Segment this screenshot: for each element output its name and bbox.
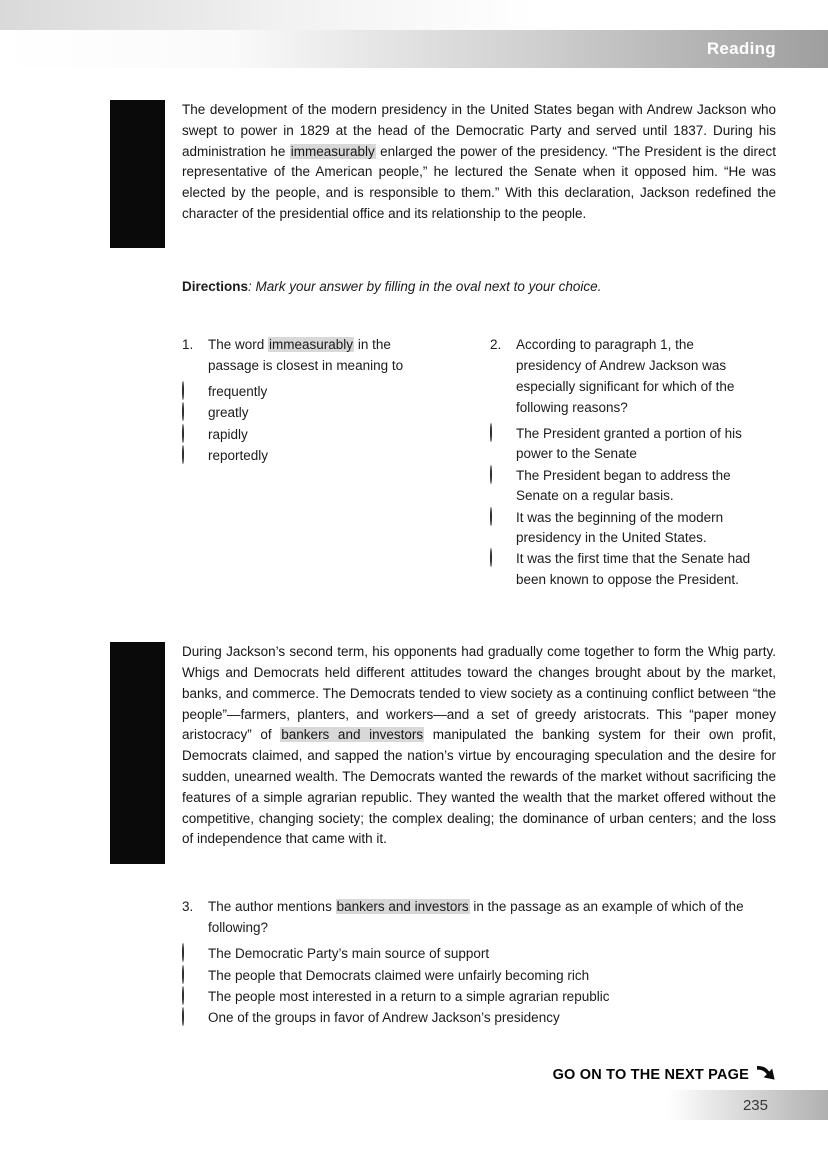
answer-option[interactable] (182, 446, 426, 466)
question-1-stem-row (182, 334, 426, 376)
answer-oval[interactable] (182, 445, 184, 464)
question-3 (182, 896, 776, 1029)
passage-2-part1: During Jackson’s second term, his opponents had gradually come together to form the Whig party. Whigs and Democrats held different attitudes toward the changes brought about by the market, banks, and commerce. The Democrats tended to view society as a continuing conflict between “the people”—farmers, planters, and workers—and a set of greedy aristocrats. This “paper money aristocracy” of (182, 644, 776, 743)
answer-oval[interactable] (182, 381, 184, 400)
oval-cell (490, 424, 516, 442)
directions-label: Directions (182, 279, 249, 294)
answer-oval[interactable] (182, 943, 184, 962)
question-2-options (490, 424, 760, 590)
oval-cell (182, 1008, 208, 1026)
question-3-stem (208, 896, 776, 938)
highlighted-term-bankers-and-investors: bankers and investors (281, 727, 424, 743)
answer-oval[interactable] (490, 423, 492, 442)
question-1-stem (208, 334, 426, 376)
oval-cell (182, 382, 208, 400)
answer-option[interactable] (490, 466, 760, 507)
page-content (0, 100, 828, 1085)
answer-oval[interactable] (490, 507, 492, 526)
questions-row (182, 334, 776, 590)
passage-2-part2: manipulated the banking system for their own profit, Democrats claimed, and sapped the nation’s virtue by encouraging speculation and the desire for sudden, unearned wealth. The Democrats wanted the rewards of the market without sacrificing the features of a simple agrarian republic. They wanted the wealth that the market offered without the competitive, changing society; the complex dealing; the dominance of urban centers; and the loss of independence that came with it. (182, 727, 777, 847)
question-1-options (182, 382, 426, 467)
question-1-highlighted-term: immeasurably (269, 337, 354, 352)
question-2 (490, 334, 760, 590)
passage-1-text (182, 100, 776, 225)
oval-cell (490, 508, 516, 526)
answer-option[interactable] (182, 966, 776, 986)
question-2-stem: According to paragraph 1, the presidency of Andrew Jackson was especially significant for which of the following reasons? (516, 337, 735, 415)
answer-option[interactable] (182, 944, 776, 964)
question-3-number: 3. (182, 899, 194, 915)
question-1-stem-part1: The word (208, 337, 269, 352)
answer-option-label: frequently (208, 384, 268, 399)
passage-2-block (110, 642, 776, 864)
answer-option[interactable] (182, 425, 426, 445)
oval-cell (182, 966, 208, 984)
highlighted-term-immeasurably: immeasurably (290, 143, 375, 159)
page-top-edge (0, 0, 828, 30)
answer-option-label: One of the groups in favor of Andrew Jackson’s presidency (208, 1010, 560, 1026)
oval-cell (182, 987, 208, 1005)
directions-text: : Mark your answer by filling in the oval next to your choice. (248, 279, 602, 294)
paragraph-marker-1 (110, 100, 165, 248)
answer-oval[interactable] (182, 965, 184, 984)
answer-option-label: It was the first time that the Senate had been known to oppose the President. (516, 551, 751, 587)
page-number: 235 (742, 1096, 768, 1114)
question-2-stem-row (490, 334, 760, 418)
answer-oval[interactable] (182, 986, 184, 1005)
answer-option-label: greatly (208, 405, 249, 421)
oval-cell (182, 425, 208, 443)
question-1 (182, 334, 426, 590)
oval-cell (490, 549, 516, 567)
passage-1-part1: The development of the modern presidency in the United States began with Andrew Jackson who swept to power in 1829 at the head of the Democratic Party and served until 1837. During his administration he (182, 102, 776, 159)
answer-oval[interactable] (490, 548, 492, 567)
oval-cell (182, 944, 208, 962)
question-3-stem-part1: The author mentions (208, 899, 336, 915)
passage-2-text (182, 642, 776, 850)
answer-option-label: rapidly (208, 426, 248, 442)
question-1-number: 1. (182, 337, 194, 352)
question-3-highlighted-term: bankers and investors (336, 899, 469, 915)
answer-option[interactable] (182, 987, 776, 1007)
section-header-bar (0, 30, 828, 68)
passage-1-block (110, 100, 776, 248)
answer-oval[interactable] (182, 424, 184, 443)
next-page-arrow-icon (756, 1065, 776, 1085)
answer-option[interactable] (182, 382, 426, 402)
passage-1-part2: enlarged the power of the presidency. “The President is the direct representative of the American people,” he lectured the Senate when it opposed him. “He was elected by the people, and is responsible to them.” With this declaration, Jackson redefined the character of the presidential office and its relationship to the people. (182, 143, 777, 221)
answer-oval[interactable] (490, 465, 492, 484)
go-on-instruction-text: GO ON TO THE NEXT PAGE (552, 1066, 749, 1083)
directions-line (182, 279, 776, 294)
answer-option[interactable] (490, 424, 760, 465)
answer-option[interactable] (490, 508, 760, 549)
answer-option[interactable] (182, 1008, 776, 1028)
oval-cell (490, 466, 516, 484)
answer-option-label: reportedly (208, 448, 269, 464)
answer-option-label: The President began to address the Senate on a regular basis. (516, 467, 731, 504)
answer-option[interactable] (490, 549, 760, 590)
question-3-options (182, 944, 776, 1029)
answer-option-label: The people most interested in a return to a simple agrarian republic (208, 989, 610, 1005)
answer-oval[interactable] (182, 402, 184, 421)
answer-option-label: The people that Democrats claimed were unfairly becoming rich (208, 967, 590, 983)
question-3-stem-row (182, 896, 776, 938)
page-number-bar (668, 1090, 828, 1120)
answer-option-label: The President granted a portion of his power to the Senate (516, 426, 742, 462)
answer-option-label: The Democratic Party’s main source of support (208, 946, 490, 962)
paragraph-marker-2 (110, 642, 165, 864)
answer-oval[interactable] (182, 1007, 184, 1026)
oval-cell (182, 446, 208, 464)
answer-option-label: It was the beginning of the modern presidency in the United States. (516, 509, 724, 546)
question-3-stem-part2: in the passage as an example of which of the following? (208, 899, 744, 936)
go-on-instruction (110, 1065, 776, 1085)
section-title: Reading (706, 39, 776, 58)
question-1-stem-part2: in the passage is closest in meaning to (208, 337, 404, 373)
question-2-number: 2. (490, 337, 502, 352)
answer-option[interactable] (182, 403, 426, 423)
oval-cell (182, 403, 208, 421)
